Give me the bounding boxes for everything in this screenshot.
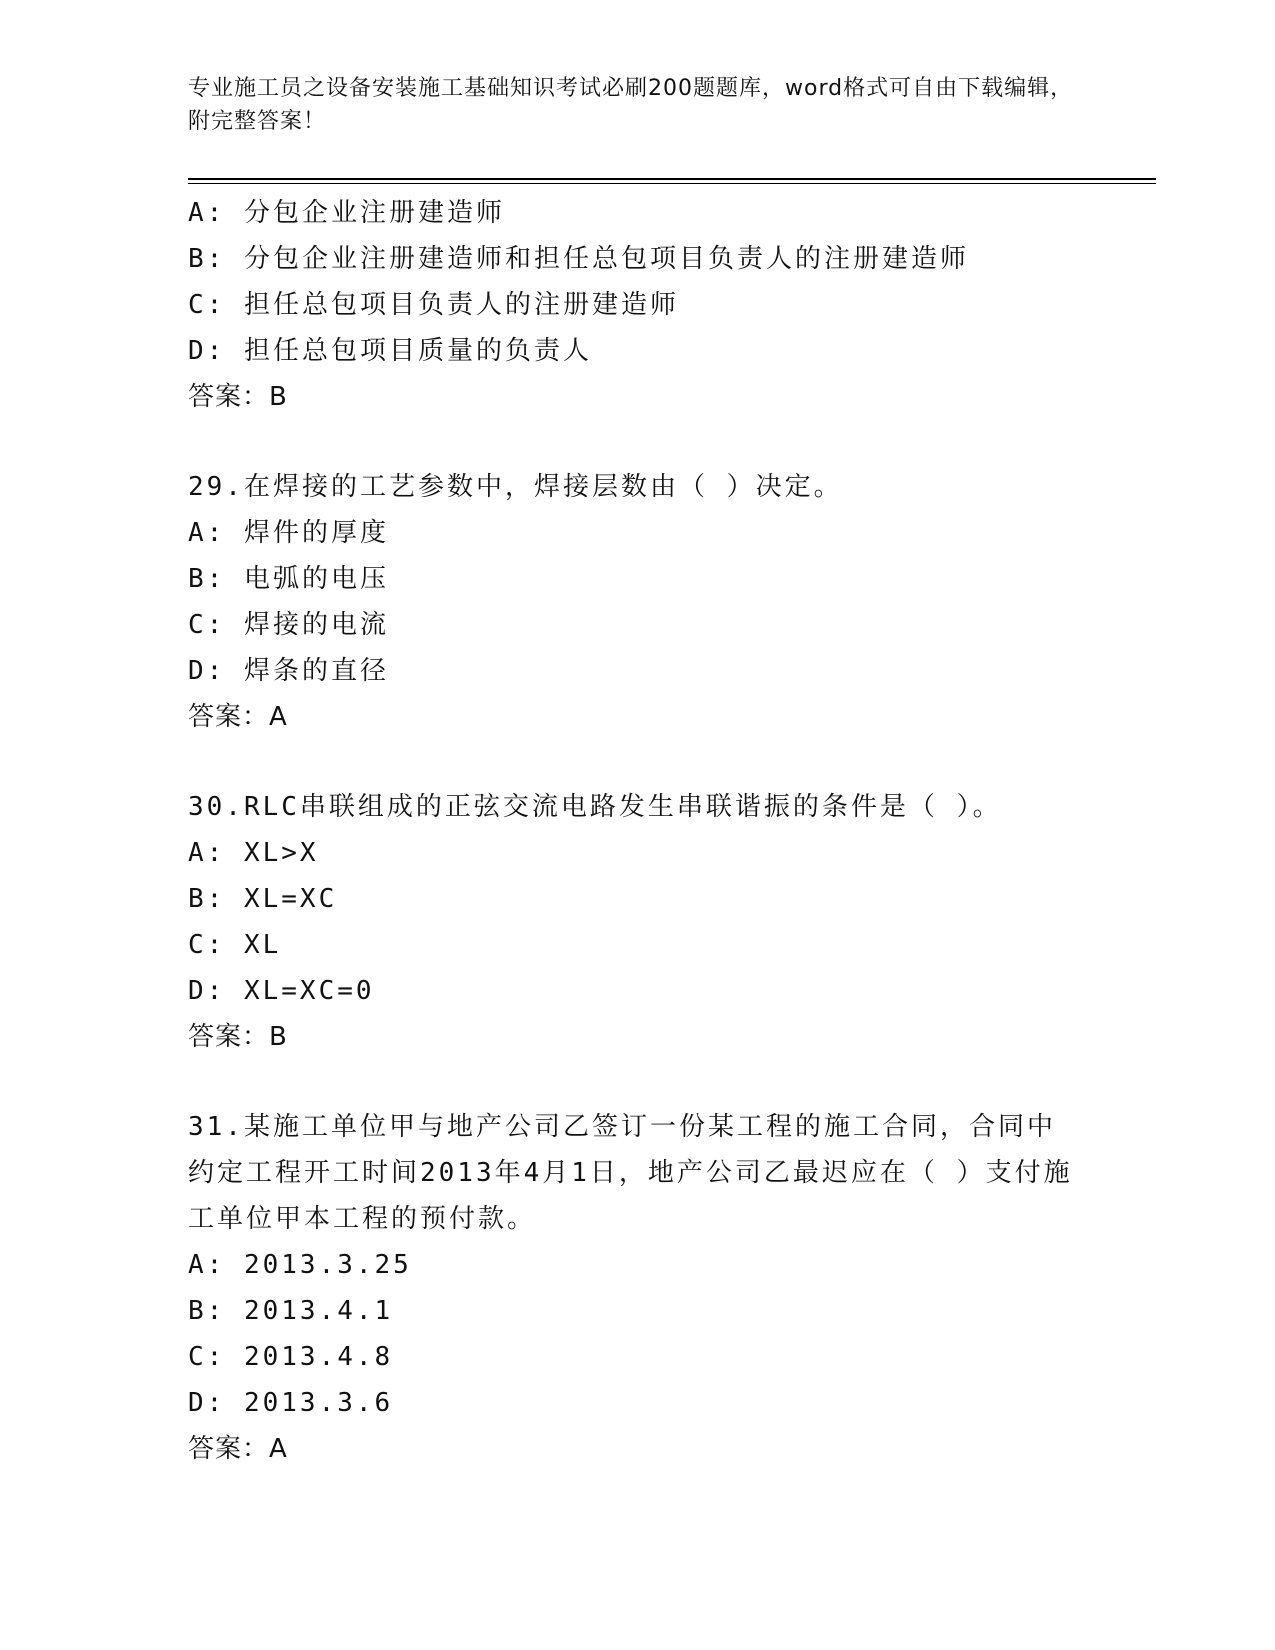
option-b: B: XL=XC [188, 884, 338, 914]
option-d: D: 担任总包项目质量的负责人 [188, 336, 592, 366]
option-c: C: 担任总包项目负责人的注册建造师 [188, 290, 679, 320]
question-28-block [188, 190, 1108, 420]
answer-label: 答案：A [188, 702, 288, 732]
option-a: A: 2013.3.25 [188, 1250, 412, 1280]
option-c: C: 2013.4.8 [188, 1342, 394, 1372]
question-29-block [188, 464, 1108, 740]
option-d: D: XL=XC=0 [188, 976, 375, 1006]
header-rule-thin [188, 183, 1156, 184]
option-d: D: 2013.3.6 [188, 1388, 394, 1418]
spacer [188, 420, 1108, 464]
answer-label: 答案：B [188, 1022, 288, 1052]
option-b: B: 分包企业注册建造师和担任总包项目负责人的注册建造师 [188, 244, 969, 274]
option-d: D: 焊条的直径 [188, 656, 389, 686]
document-body [188, 190, 1108, 1472]
header-rule-thick [188, 178, 1156, 180]
option-c: C: 焊接的电流 [188, 610, 389, 640]
question-text: 31.某施工单位甲与地产公司乙签订一份某工程的施工合同，合同中约定工程开工时间2013年4月1日，地产公司乙最迟应在（ ）支付施工单位甲本工程的预付款。 [188, 1112, 1073, 1234]
question-text: 29.在焊接的工艺参数中，焊接层数由（ ）决定。 [188, 472, 843, 502]
answer-label: 答案：B [188, 382, 288, 412]
option-a: A: 焊件的厚度 [188, 518, 389, 548]
option-b: B: 2013.4.1 [188, 1296, 394, 1326]
spacer [188, 740, 1108, 784]
option-a: A: 分包企业注册建造师 [188, 198, 505, 228]
option-c: C: XL [188, 930, 282, 960]
question-text: 30.RLC串联组成的正弦交流电路发生串联谐振的条件是（ ）。 [188, 792, 1002, 822]
spacer [188, 1060, 1108, 1104]
answer-label: 答案：A [188, 1434, 288, 1464]
option-a: A: XL>X [188, 838, 319, 868]
question-30-block [188, 784, 1108, 1060]
question-31-block [188, 1104, 1108, 1472]
document-header: 专业施工员之设备安装施工基础知识考试必刷200题题库，word格式可自由下载编辑，附完整答案！ [188, 76, 1074, 134]
option-b: B: 电弧的电压 [188, 564, 389, 594]
